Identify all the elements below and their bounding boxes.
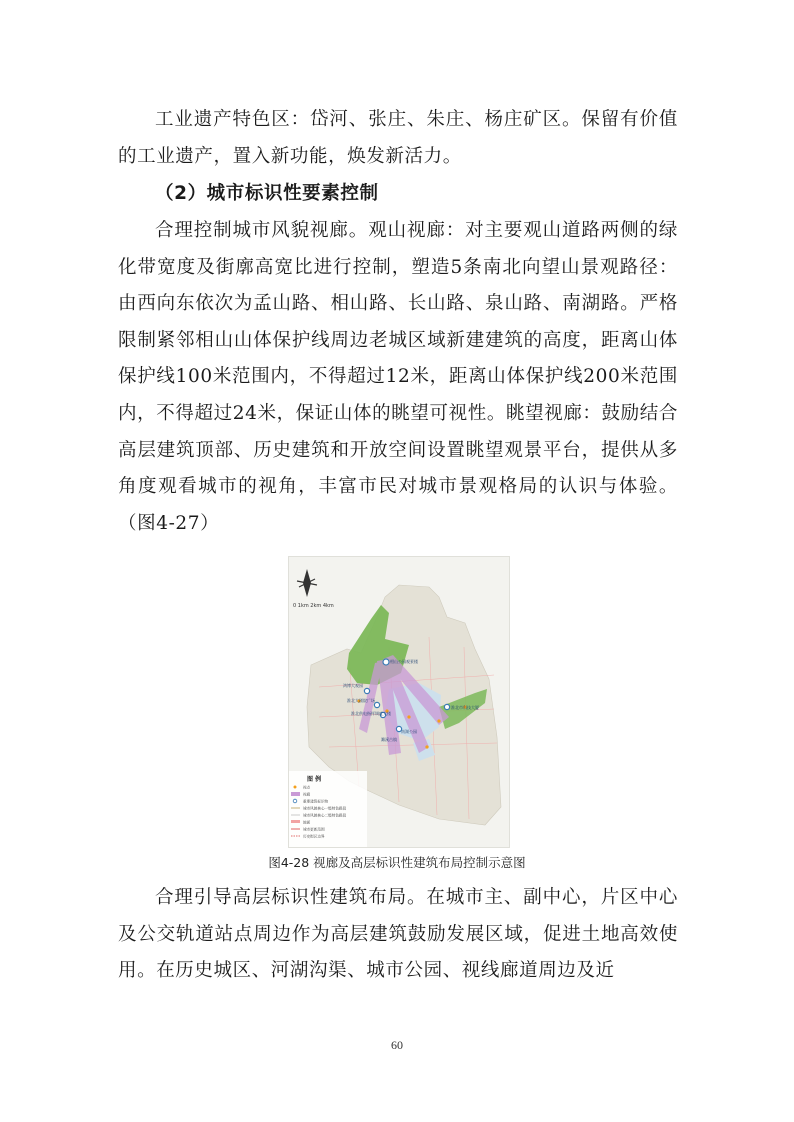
paragraph-industrial-heritage: 工业遗产特色区：岱河、张庄、朱庄、杨庄矿区。保留有价值的工业遗产，置入新功能，焕发新活力。 [118, 109, 678, 167]
legend-item-1: 视点 [303, 785, 311, 790]
map-label-7: 淮北市科技大厦 [451, 705, 479, 710]
legend-item-6: 地面 [303, 820, 311, 825]
scale-bar-label: 0 1km 2km 4km [293, 603, 334, 609]
paragraph-view-corridor: 合理控制城市风貌视廊。观山视廊：对主要观山道路两侧的绿化带宽度及街廓高宽比进行控制，塑造5条南北向望山景观路径：由西向东依次为孟山路、相山路、长山路、泉山路、南湖路。严格限制紧邻相山山体保护线周边老城区域新建建筑的高度，距离山体保护线100米范围内，不得超过12米，距离山体保护线200米范围内，不得超过24米，保证山体的眺望可视性。眺望视廊：鼓励结合高层建筑顶部、历史建筑和开放空间设置眺望观景平台，提供从多角度观看城市的视角，丰富市民对城市景观格局的认识与体验。（图4-27） [118, 220, 678, 534]
view-corridor-map-figure [288, 556, 510, 848]
figure-caption: 图4-28 视廊及高层标识性建筑布局控制示意图 [268, 855, 526, 870]
map-label-4: 淮北供电指挥调度大楼 [351, 711, 391, 716]
legend-item-7: 城市更新范围 [303, 827, 325, 832]
map-label-2: 鸿博大观园 [343, 683, 363, 688]
map-label-1: 相山公园观景楼 [390, 659, 418, 664]
map-label-6: 濉溪古镇 [381, 737, 397, 742]
compass-icon [297, 569, 317, 597]
legend-title: 图 例 [307, 776, 322, 783]
legend-item-2: 视廊 [303, 792, 311, 797]
section-heading: （2）城市标识性要素控制 [155, 183, 379, 204]
legend-item-4: 城市风貌核心一级特色路段 [303, 806, 347, 811]
paragraph-high-rise-layout: 合理引导高层标识性建筑布局。在城市主、副中心，片区中心及公交轨道站点周边作为高层建筑鼓励发展区域，促进土地高效使用。在历史城区、河湖沟渠、城市公园、视线廊道周边及近 [118, 887, 678, 982]
legend-item-3: 重要建筑标识物 [303, 799, 329, 804]
map-label-3: 淮北大剧院广场 [347, 698, 375, 703]
legend-item-5: 城市风貌核心二级特色路段 [303, 813, 347, 818]
page-number: 60 [391, 1038, 403, 1052]
map-label-5: 南湖公园 [401, 729, 417, 734]
map-legend [289, 771, 367, 847]
legend-item-8: 历史街区边界 [303, 834, 325, 839]
map-illustration [289, 557, 509, 847]
